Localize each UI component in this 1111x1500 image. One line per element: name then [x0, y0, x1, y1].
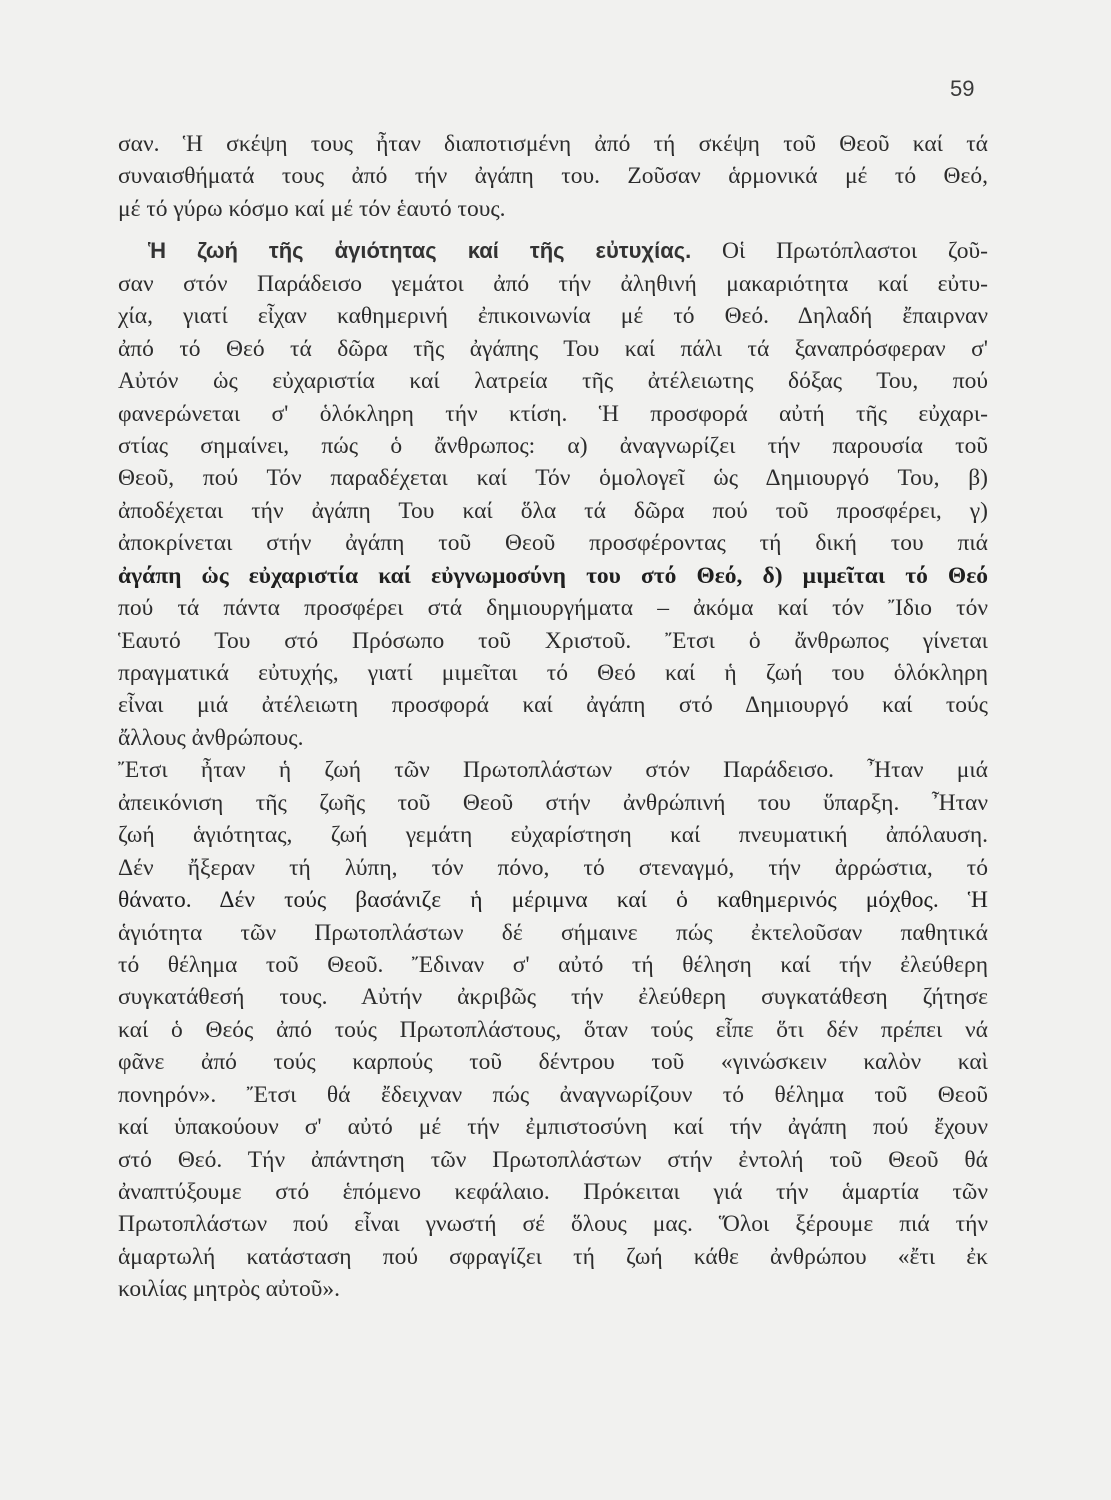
text-line: στό Θεό. Τήν ἀπάντηση τῶν Πρωτοπλάστων στήν ἐντολή τοῦ Θεοῦ θά: [118, 1146, 988, 1173]
text-line: ἀπό τό Θεό τά δῶρα τῆς ἀγάπης Του καί πάλι τά ξαναπρόσφεραν σ': [118, 335, 988, 362]
text-line: στίας σημαίνει, πώς ὁ ἄνθρωπος: α) ἀναγνωρίζει τήν παρουσία τοῦ: [118, 432, 988, 459]
text-line: καί ὁ Θεός ἀπό τούς Πρωτοπλάστους, ὅταν τούς εἶπε ὅτι δέν πρέπει νά: [118, 1016, 988, 1043]
text-line: ἁμαρτωλή κατάσταση πού σφραγίζει τή ζωή κάθε ἀνθρώπου «ἔτι ἐκ: [118, 1243, 988, 1270]
text-line: ζωή ἁγιότητας, ζωή γεμάτη εὐχαρίστηση καί πνευματική ἀπόλαυση.: [118, 822, 988, 849]
text-line: Πρωτοπλάστων πού εἶναι γνωστή σέ ὅλους μας. Ὅλοι ξέρουμε πιά τήν: [118, 1211, 988, 1238]
page-number: 59: [950, 76, 975, 101]
text-line: τό θέλημα τοῦ Θεοῦ. Ἔδιναν σ' αὐτό τή θέληση καί τήν ἐλεύθερη: [118, 951, 988, 978]
section-heading: Ἡ ζωή τῆς ἁγιότητας καί τῆς εὐτυχίας.: [148, 238, 692, 264]
text-line: συναισθήματά τους ἀπό τήν ἀγάπη του. Ζοῦσαν ἁρμονικά μέ τό Θεό,: [118, 163, 988, 190]
text-line: Ἑαυτό Του στό Πρόσωπο τοῦ Χριστοῦ. Ἔτσι ὁ ἄνθρωπος γίνεται: [118, 627, 988, 654]
text-line: ἀπεικόνιση τῆς ζωῆς τοῦ Θεοῦ στήν ἀνθρώπινή του ὕπαρξη. Ἦταν: [118, 789, 988, 816]
body-text: [118, 128, 988, 1306]
text-line: θάνατο. Δέν τούς βασάνιζε ἡ μέριμνα καί ὁ καθημερινός μόχθος. Ἡ: [118, 887, 988, 914]
text-line: μέ τό γύρω κόσμο καί μέ τόν ἑαυτό τους.: [118, 195, 506, 222]
text-run: Οἱ Πρωτόπλαστοι ζοῦ-: [722, 238, 988, 265]
text-line: σαν. Ἡ σκέψη τους ἦταν διαποτισμένη ἀπό τή σκέψη τοῦ Θεοῦ καί τά: [118, 131, 988, 157]
text-line: ἀναπτύξουμε στό ἑπόμενο κεφάλαιο. Πρόκειται γιά τήν ἁμαρτία τῶν: [118, 1179, 988, 1205]
text-line: εἶναι μιά ἀτέλειωτη προσφορά καί ἀγάπη στό Δημιουργό καί τούς: [118, 692, 988, 719]
text-line: Δέν ἤξεραν τή λύπη, τόν πόνο, τό στεναγμό, τήν ἀρρώστια, τό: [118, 854, 988, 881]
text-line: καί ὑπακούουν σ' αὐτό μέ τήν ἐμπιστοσύνη καί τήν ἀγάπη πού ἔχουν: [118, 1114, 988, 1141]
text-line: Θεοῦ, πού Τόν παραδέχεται καί Τόν ὁμολογεῖ ὡς Δημιουργό Του, β): [118, 465, 988, 492]
paragraph-heading-line: [118, 235, 988, 267]
text-line: συγκατάθεσή τους. Αὐτήν ἀκριβῶς τήν ἐλεύθερη συγκατάθεση ζήτησε: [118, 984, 988, 1011]
text-line: ἀποδέχεται τήν ἀγάπη Του καί ὅλα τά δῶρα πού τοῦ προσφέρει, γ): [118, 497, 988, 524]
text-line: ἀγάπη ὡς εὐχαριστία καί εὐγνωμοσύνη του στό Θεό, δ) μιμεῖται τό Θεό: [118, 562, 988, 589]
text-line: πραγματικά εὐτυχής, γιατί μιμεῖται τό Θεό καί ἡ ζωή του ὁλόκληρη: [118, 660, 988, 686]
text-line: Ἔτσι ἦταν ἡ ζωή τῶν Πρωτοπλάστων στόν Παράδεισο. Ἦταν μιά: [118, 757, 988, 784]
text-line: ἀποκρίνεται στήν ἀγάπη τοῦ Θεοῦ προσφέροντας τή δική του πιά: [118, 530, 988, 557]
text-line: κοιλίας μητρὸς αὐτοῦ».: [118, 1276, 340, 1303]
text-line: πού τά πάντα προσφέρει στά δημιουργήματα – ἀκόμα καί τόν Ἴδιο τόν: [118, 595, 988, 622]
text-line: χία, γιατί εἶχαν καθημερινή ἐπικοινωνία μέ τό Θεό. Δηλαδή ἔπαιρναν: [118, 303, 988, 330]
text-line: Αὐτόν ὡς εὐχαριστία καί λατρεία τῆς ἀτέλειωτης δόξας Του, πού: [118, 368, 988, 395]
text-line: φᾶνε ἀπό τούς καρπούς τοῦ δέντρου τοῦ «γινώσκειν καλὸν καὶ: [118, 1049, 988, 1076]
text-line: ἄλλους ἀνθρώπους.: [118, 724, 304, 751]
text-line: σαν στόν Παράδεισο γεμάτοι ἀπό τήν ἀληθινή μακαριότητα καί εὐτυ-: [118, 270, 988, 297]
text-line: φανερώνεται σ' ὁλόκληρη τήν κτίση. Ἡ προσφορά αὐτή τῆς εὐχαρι-: [118, 400, 988, 427]
text-line: ἁγιότητα τῶν Πρωτοπλάστων δέ σήμαινε πώς ἐκτελοῦσαν παθητικά: [118, 919, 988, 946]
text-line: πονηρόν». Ἔτσι θά ἔδειχναν πώς ἀναγνωρίζουν τό θέλημα τοῦ Θεοῦ: [118, 1081, 988, 1108]
